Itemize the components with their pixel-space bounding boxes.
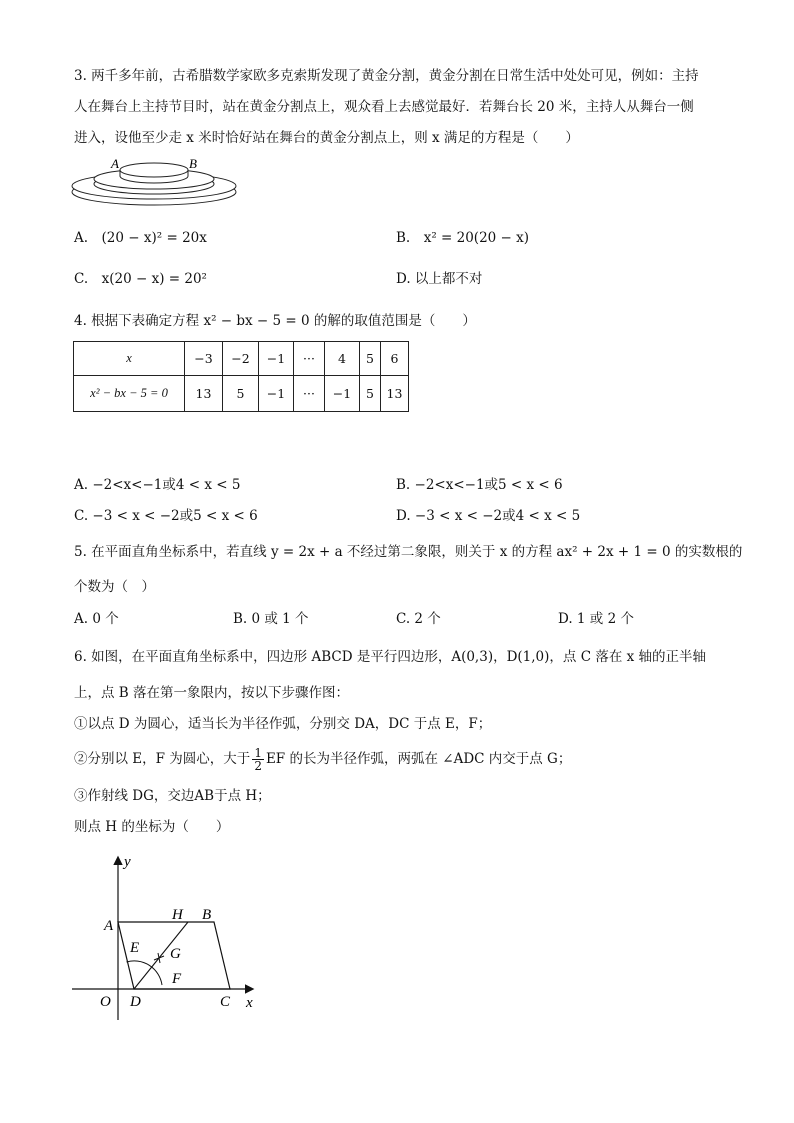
q5-option-d: D. 1 或 2 个 [558,611,634,627]
table-row [74,376,409,412]
table-cell: −1 [259,342,294,376]
q3-option-c: C. x(20 − x) = 20² [74,271,207,287]
label-e: E [130,940,140,956]
q3-option-b: B. x² = 20(20 − x) [396,230,530,246]
q6-step-3: ③作射线 DG，交边AB于点 H； [74,788,271,804]
coordinate-figure [68,852,268,1024]
table-cell: x [74,342,185,376]
table-cell: x² − bx − 5 = 0 [74,376,185,412]
value-table [73,341,409,412]
q6-step-2 [74,744,571,774]
stage-label-a: A [111,156,119,171]
stage-label-b: B [189,156,197,171]
q6-step-2-pre: ②分别以 E，F 为圆心，大于 [74,751,251,767]
label-y: y [124,854,131,870]
table-cell: −2 [223,342,259,376]
table-cell: 13 [381,376,409,412]
label-b: B [202,907,212,923]
label-x: x [246,995,253,1011]
q3-option-a: A. (20 − x)² = 20x [74,230,207,246]
table-cell: ··· [294,376,325,412]
label-g: G [170,946,181,962]
label-h: H [172,907,183,923]
q5-line-2: 个数为（ ） [74,579,155,595]
table-cell: 13 [185,376,223,412]
table-cell: 6 [381,342,409,376]
table-cell: −1 [259,376,294,412]
q6-step-2-post: EF 的长为半径作弧，两弧在 ∠ADC 内交于点 G； [265,751,572,767]
q3-line-1: 3. 两千多年前，古希腊数学家欧多克索斯发现了黄金分割，黄金分割在日常生活中处处可见，例如：主持 [74,68,699,84]
q4-option-c: C. −3 < x < −2或5 < x < 6 [74,508,258,524]
table-cell: −1 [325,376,360,412]
fraction-numerator: 1 [254,746,262,760]
q4-option-a: A. −2<x<−1或4 < x < 5 [74,477,241,493]
q3-line-3: 进入，设他至少走 x 米时恰好站在舞台的黄金分割点上，则 x 满足的方程是（ ） [74,130,579,146]
table-cell: ··· [294,342,325,376]
table-cell: −3 [185,342,223,376]
q6-line-2: 上，点 B 落在第一象限内，按以下步骤作图： [74,685,350,701]
q4-option-d: D. −3 < x < −2或4 < x < 5 [396,508,581,524]
one-half-fraction [252,747,264,772]
q5-option-b: B. 0 或 1 个 [233,611,309,627]
q6-line-1: 6. 如图，在平面直角坐标系中，四边形 ABCD 是平行四边形，A(0,3)，D(1,0)，点 C 落在 x 轴的正半轴 [74,649,707,665]
table-cell: 4 [325,342,360,376]
q5-line-1: 5. 在平面直角坐标系中，若直线 y = 2x + a 不经过第二象限，则关于 x 的方程 ax² + 2x + 1 = 0 的实数根的 [74,544,743,560]
label-o: O [100,994,111,1010]
stage-top-surface [120,163,188,177]
table-cell: 5 [223,376,259,412]
q6-question: 则点 H 的坐标为（ ） [74,819,230,835]
label-d: D [130,994,141,1010]
stage-figure [70,152,245,212]
label-a: A [104,918,114,934]
q4-stem: 4. 根据下表确定方程 x² − bx − 5 = 0 的解的取值范围是（ ） [74,313,476,329]
q3-line-2: 人在舞台上主持节目时，站在黄金分割点上，观众看上去感觉最好．若舞台长 20 米，主持人从舞台一侧 [74,99,694,115]
q6-step-1: ①以点 D 为圆心，适当长为半径作弧，分别交 DA，DC 于点 E，F； [74,716,492,732]
label-f: F [172,971,182,987]
q5-option-a: A. 0 个 [74,611,119,627]
table-cell: 5 [360,376,381,412]
q3-option-d: D. 以上都不对 [396,271,483,287]
q4-option-b: B. −2<x<−1或5 < x < 6 [396,477,563,493]
q5-option-c: C. 2 个 [396,611,441,627]
label-c: C [220,994,231,1010]
fraction-denominator: 2 [254,759,262,773]
table-cell: 5 [360,342,381,376]
table-row [74,342,409,376]
